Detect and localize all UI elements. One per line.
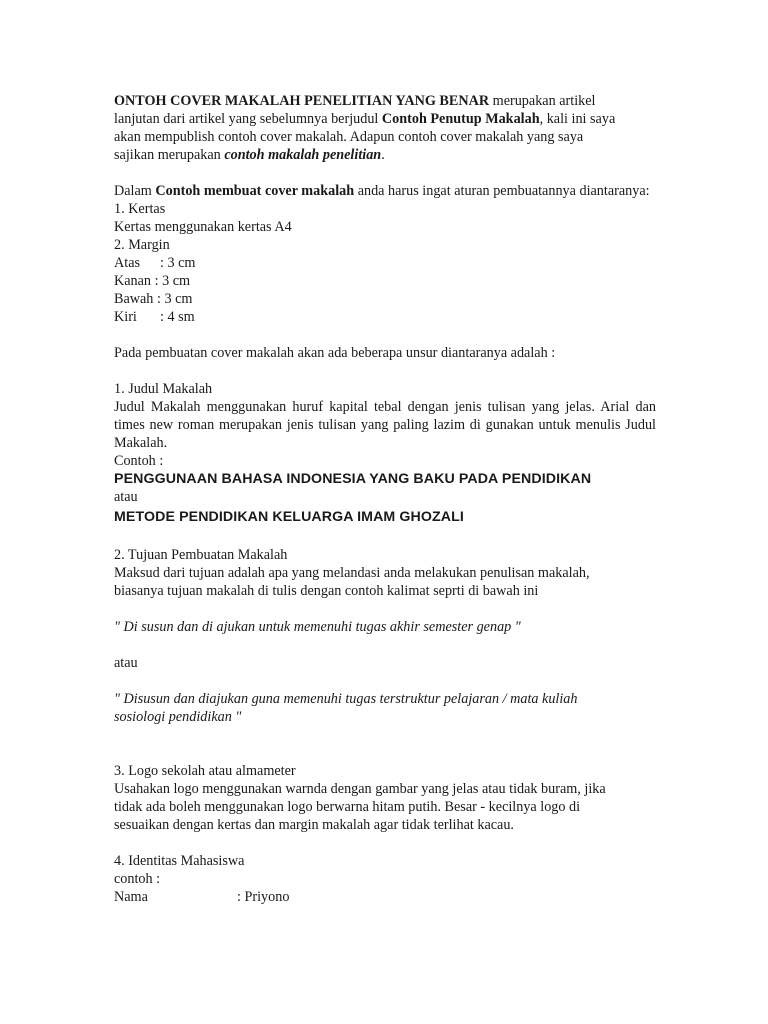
section-heading-judul: 1. Judul Makalah [114,381,213,397]
margin-value: : 3 cm [160,255,196,271]
logo-line-1: Usahakan logo menggunakan warnda dengan gambar yang jelas atau tidak buram, jika [114,781,606,797]
judul-example-1: PENGGUNAAN BAHASA INDONESIA YANG BAKU PADA PENDIDIKAN [114,471,592,487]
judul-example-2: METODE PENDIDIKAN KELUARGA IMAM GHOZALI [114,509,464,525]
article-body [114,92,656,906]
rules-text-c: anda harus ingat aturan pembuatannya diantaranya: [354,183,650,199]
intro-text-4c: . [381,147,385,163]
section-heading-tujuan: 2. Tujuan Pembuatan Makalah [114,547,288,563]
margin-label: Bawah [114,291,154,307]
judul-body: Judul Makalah menggunakan huruf kapital tebal dengan jenis tulisan yang jelas. Arial dan times new roman merupakan jenis tulisan yang paling lazim di gunakan untuk menulis Judul Makalah. [114,399,656,451]
tujuan-line-2: biasanya tujuan makalah di tulis dengan contoh kalimat seprti di bawah ini [114,583,539,599]
rule-item-margin: 2. Margin [114,237,170,253]
tujuan-quote-2a: " Disusun dan diajukan guna memenuhi tugas terstruktur pelajaran / mata kuliah [114,691,578,707]
rule-item-kertas: 1. Kertas [114,201,166,217]
logo-line-2: tidak ada boleh menggunakan logo berwarna hitam putih. Besar - kecilnya logo di [114,799,581,815]
margin-row-kiri [114,308,656,326]
link-contoh-makalah-penelitian[interactable]: contoh makalah penelitian [224,147,382,163]
intro-text-2b: , kali ini saya [539,111,616,127]
tujuan-quote-2b: sosiologi pendidikan " [114,709,242,725]
link-contoh-penutup-makalah[interactable]: Contoh Penutup Makalah [381,111,540,127]
tujuan-line-1: Maksud dari tujuan adalah apa yang melandasi anda melakukan penulisan makalah, [114,565,590,581]
margin-value: : 3 cm [156,291,193,307]
section-heading-logo: 3. Logo sekolah atau almameter [114,763,296,779]
intro-text-3: akan mempublish contoh cover makalah. Adapun contoh cover makalah yang saya [114,129,584,145]
margin-value: : 3 cm [154,273,191,289]
identitas-nama-value: : Priyono [237,889,290,905]
margin-row-kanan [114,272,656,290]
judul-atau: atau [114,489,138,505]
rules-paragraph [114,182,656,200]
tujuan-atau: atau [114,655,138,671]
unsur-intro: Pada pembuatan cover makalah akan ada beberapa unsur diantaranya adalah : [114,345,556,361]
margin-value: : 4 sm [160,309,195,325]
margin-row-atas [114,254,656,272]
rules-text-a: Dalam [114,183,156,199]
identitas-nama-label: Nama [114,889,148,905]
tujuan-quote-1: " Di susun dan di ajukan untuk memenuhi tugas akhir semester genap " [114,619,521,635]
margin-label: Atas [114,255,141,271]
rule-item-kertas-desc: Kertas menggunakan kertas A4 [114,219,292,235]
margin-label: Kiri [114,309,137,325]
margin-row-bawah [114,290,656,308]
intro-text-2a: lanjutan dari artikel yang sebelumnya berjudul [114,111,382,127]
identitas-contoh-label: contoh : [114,871,161,887]
link-contoh-membuat-cover[interactable]: Contoh membuat cover makalah [155,183,355,199]
margin-label: Kanan [114,273,152,289]
judul-contoh-label: Contoh : [114,453,164,469]
identitas-row-nama [114,888,656,906]
logo-line-3: sesuaikan dengan kertas dan margin makalah agar tidak terlihat kacau. [114,817,514,833]
intro-text-1: merupakan artikel [489,93,596,109]
intro-text-4a: sajikan merupakan [114,147,225,163]
section-heading-identitas: 4. Identitas Mahasiswa [114,853,245,869]
intro-paragraph [114,92,656,164]
intro-title: ONTOH COVER MAKALAH PENELITIAN YANG BENAR [114,93,490,109]
